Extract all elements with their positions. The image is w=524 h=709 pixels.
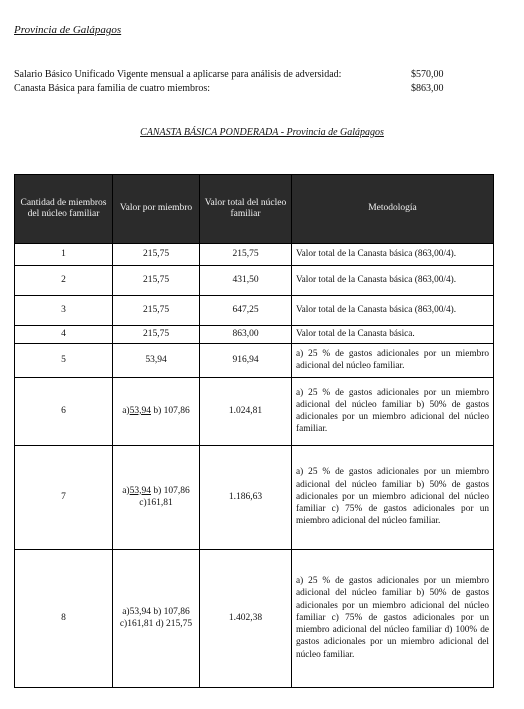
cell-valor-total: 647,25 (200, 296, 292, 326)
cell-cantidad: 4 (15, 326, 113, 344)
valor-rest: b) 107,86 c)161,81 (139, 485, 190, 509)
cell-valor-total: 863,00 (200, 326, 292, 344)
cell-metodologia: a) 25 % de gastos adicionales por un miembro adicional del núcleo familiar b) 50% de gastos adicionales por un miembro adicional del núcleo familiar c) 75% de gastos adicionales por un miembro adicional del núcleo familiar d) 100% de gastos adicionales por un miembro adicional del núcleo familiar. (292, 549, 494, 687)
province-title: Provincia de Galápagos (14, 24, 122, 36)
cell-valor-miembro (113, 445, 200, 549)
cell-valor-total: 215,75 (200, 244, 292, 266)
valor-underlined: 53,94 (129, 405, 151, 416)
header-valor-miembro: Valor por miembro (113, 175, 200, 244)
valor-rest: b) 107,86 (150, 405, 190, 416)
table-title: CANASTA BÁSICA PONDERADA - Provincia de Galápagos (140, 127, 384, 138)
table-row (15, 244, 494, 266)
valor-prefix: a) (122, 405, 130, 416)
salario-value: $570,00 (411, 69, 444, 80)
table-header-row (15, 175, 494, 244)
table-row (15, 377, 494, 445)
cell-metodologia: a) 25 % de gastos adicionales por un miembro adicional del núcleo familiar. (292, 343, 494, 377)
table-row (15, 266, 494, 296)
cell-valor-total: 916,94 (200, 343, 292, 377)
header-valor-total: Valor total del núcleo familiar (200, 175, 292, 244)
cell-metodologia: Valor total de la Canasta básica (863,00/4). (292, 244, 494, 266)
cell-valor-miembro: 215,75 (113, 296, 200, 326)
valor-underlined: 53,94 (129, 485, 151, 496)
cell-cantidad: 8 (15, 549, 113, 687)
cell-metodologia: a) 25 % de gastos adicionales por un miembro adicional del núcleo familiar b) 50% de gastos adicionales por un miembro adicional del núcleo familiar. (292, 377, 494, 445)
header-metodologia: Metodología (292, 175, 494, 244)
cell-metodologia: Valor total de la Canasta básica (863,00/4). (292, 296, 494, 326)
cell-cantidad: 3 (15, 296, 113, 326)
cell-valor-miembro: 53,94 (113, 343, 200, 377)
cell-valor-total: 1.402,38 (200, 549, 292, 687)
cell-metodologia: Valor total de la Canasta básica. (292, 326, 494, 344)
salario-label: Salario Básico Unificado Vigente mensual a aplicarse para análisis de adversidad: (14, 69, 342, 80)
table-row (15, 296, 494, 326)
cell-valor-miembro: 215,75 (113, 266, 200, 296)
cell-cantidad: 1 (15, 244, 113, 266)
cell-valor-miembro: 215,75 (113, 244, 200, 266)
cell-valor-miembro: 215,75 (113, 326, 200, 344)
table-row (15, 549, 494, 687)
canasta-value: $863,00 (411, 83, 444, 94)
valor-prefix: a) (122, 485, 130, 496)
cell-valor-total: 1.024,81 (200, 377, 292, 445)
cell-valor-miembro (113, 377, 200, 445)
cell-metodologia: a) 25 % de gastos adicionales por un miembro adicional del núcleo familiar b) 50% de gastos adicionales por un miembro adicional del núcleo familiar c) 75% de gastos adicionales por un miembro adicional del núcleo familiar. (292, 445, 494, 549)
cell-valor-miembro: a)53,94 b) 107,86 c)161,81 d) 215,75 (113, 549, 200, 687)
table-row (15, 326, 494, 344)
table-row (15, 343, 494, 377)
table-row (15, 445, 494, 549)
cell-cantidad: 6 (15, 377, 113, 445)
canasta-label: Canasta Básica para familia de cuatro miembros: (14, 83, 211, 94)
cell-cantidad: 2 (15, 266, 113, 296)
cell-cantidad: 7 (15, 445, 113, 549)
cell-valor-total: 1.186,63 (200, 445, 292, 549)
cell-valor-total: 431,50 (200, 266, 292, 296)
cell-cantidad: 5 (15, 343, 113, 377)
canasta-table (14, 174, 494, 688)
header-cantidad: Cantidad de miembros del núcleo familiar (15, 175, 113, 244)
cell-metodologia: Valor total de la Canasta básica (863,00/4). (292, 266, 494, 296)
